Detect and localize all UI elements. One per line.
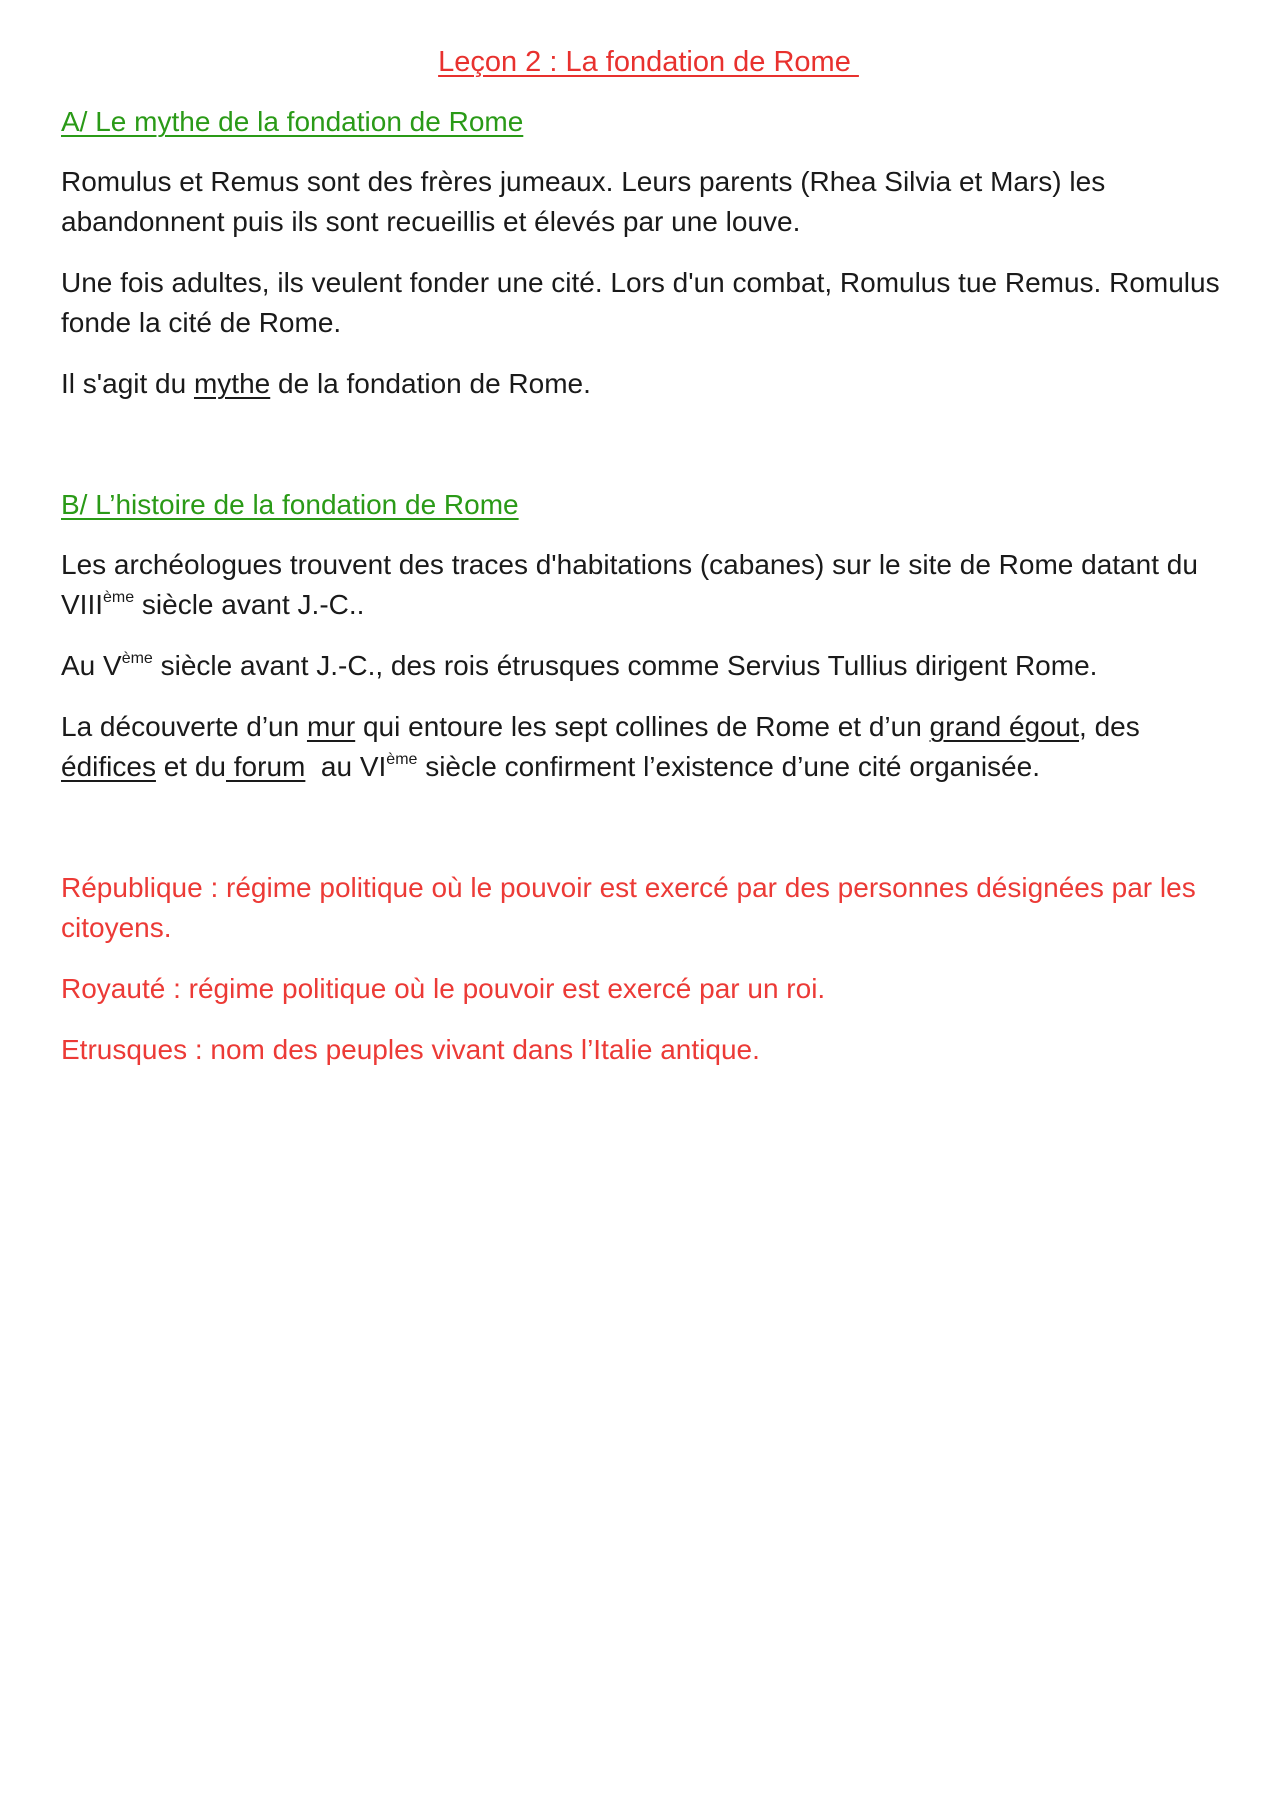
text-span: et du <box>155 751 226 782</box>
text-span: siècle avant J.-C.. <box>134 589 365 620</box>
section-a-heading: A/ Le mythe de la fondation de Rome <box>61 106 524 137</box>
text-span: Il s'agit du <box>61 368 194 399</box>
underlined-term-mythe: mythe <box>193 368 271 399</box>
section-b-paragraph-3 <box>61 707 1220 787</box>
definition-royaute: Royauté : régime politique où le pouvoir est exercé par un roi. <box>61 973 826 1004</box>
text-span: qui entoure les sept collines de Rome et d’un <box>355 711 930 742</box>
spacer <box>61 808 1220 868</box>
text-span: siècle confirment l’existence d’une cité organisée. <box>417 751 1040 782</box>
section-b-paragraph-2 <box>61 646 1220 686</box>
section-b-heading: B/ L’histoire de la fondation de Rome <box>61 489 519 520</box>
text-span: au VI <box>305 751 387 782</box>
superscript: ème <box>386 751 418 768</box>
superscript: ème <box>103 589 135 606</box>
text-span: Les archéologues trouvent des traces d'habitations (cabanes) sur le site de Rome datant du VIII <box>61 549 1198 620</box>
section-a-paragraph-3 <box>61 364 1220 404</box>
text-span: siècle avant J.-C., des rois étrusques comme Servius Tullius dirigent Rome. <box>152 650 1098 681</box>
superscript: ème <box>121 650 153 667</box>
section-a-paragraph-2: Une fois adultes, ils veulent fonder une cité. Lors d'un combat, Romulus tue Remus. Romulus fonde la cité de Rome. <box>61 267 1220 338</box>
section-b-paragraph-1 <box>61 545 1220 625</box>
text-span: La découverte d’un <box>61 711 307 742</box>
spacer <box>61 425 1220 486</box>
definition-etrusques: Etrusques : nom des peuples vivant dans l’Italie antique. <box>61 1034 760 1065</box>
section-a-paragraph-1: Romulus et Remus sont des frères jumeaux. Leurs parents (Rhea Silvia et Mars) les abandonnent puis ils sont recueillis et élevés par une louve. <box>61 166 1106 237</box>
definition-republique: République : régime politique où le pouvoir est exercé par des personnes désignées par les citoyens. <box>61 872 1196 943</box>
text-span: de la fondation de Rome. <box>270 368 591 399</box>
underlined-term-mur: mur <box>306 711 356 742</box>
text-span: Au V <box>61 650 122 681</box>
underlined-term-edifices: édifices <box>61 751 156 782</box>
underlined-term-forum: forum <box>226 751 306 782</box>
text-span: , des <box>1079 711 1140 742</box>
underlined-term-grand-egout: grand égout <box>929 711 1080 742</box>
lesson-title: Leçon 2 : La fondation de Rome <box>438 46 859 78</box>
